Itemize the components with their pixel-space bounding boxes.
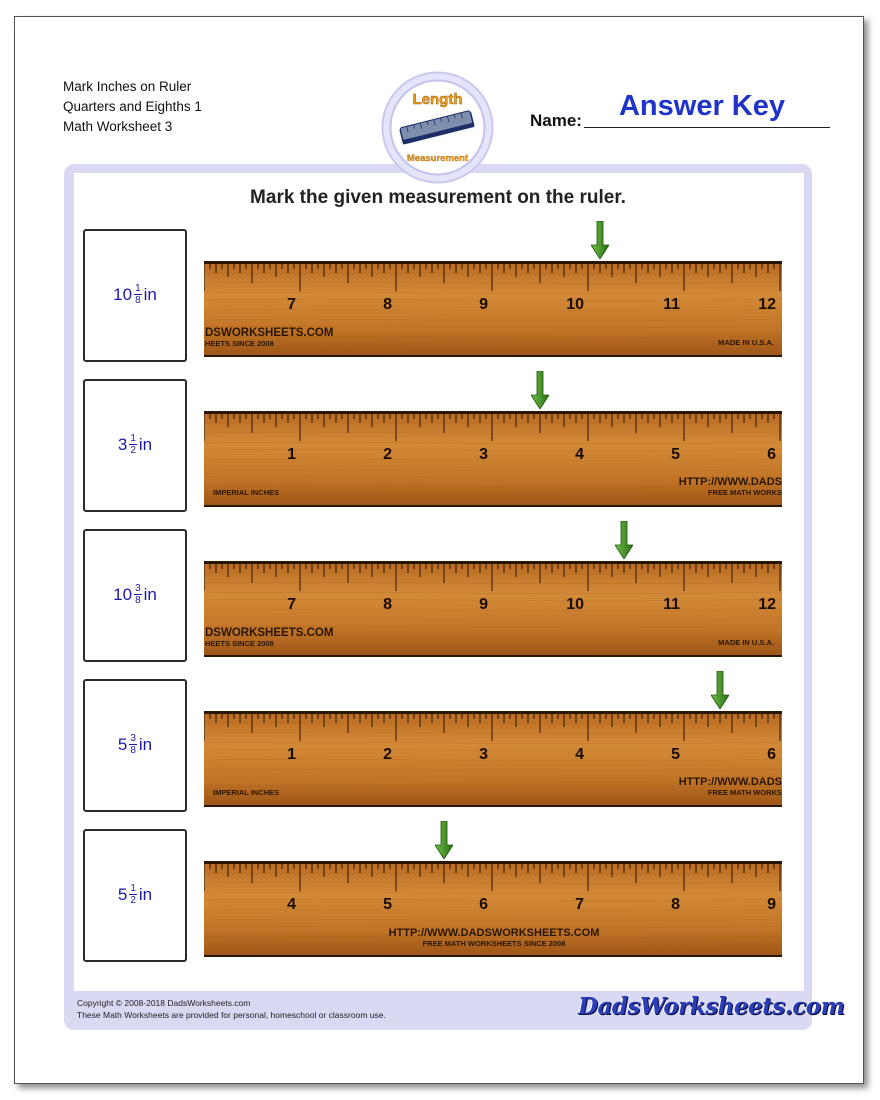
fraction-numerator: 3 <box>130 733 136 744</box>
fraction-numerator: 1 <box>130 433 136 444</box>
measurement-box <box>83 679 187 812</box>
ruler-imprint: IMPERIAL INCHES <box>213 488 280 497</box>
mixed-number <box>85 883 185 906</box>
ruler-number: 11 <box>663 596 680 613</box>
copyright-text: Copyright © 2008-2018 DadsWorksheets.com <box>77 998 251 1008</box>
wooden-ruler <box>204 711 782 807</box>
mixed-number <box>85 433 185 456</box>
ruler <box>204 711 782 807</box>
measurement-box <box>83 379 187 512</box>
unit-label: in <box>143 284 157 304</box>
ruler-number: 4 <box>575 446 584 463</box>
ruler-number: 6 <box>767 746 776 763</box>
worksheet-title <box>63 77 202 137</box>
answer-arrow-icon <box>711 671 729 709</box>
ruler-number: 9 <box>479 296 488 313</box>
ruler-imprint: HTTP://WWW.DADS <box>678 476 782 488</box>
unit-label: in <box>138 434 153 454</box>
ruler-number: 1 <box>287 746 296 763</box>
mixed-number <box>85 583 185 606</box>
mixed-number <box>85 733 185 756</box>
whole-number: 5 <box>117 884 128 904</box>
usage-notice: These Math Worksheets are provided for personal, homeschool or classroom use. <box>77 1010 386 1020</box>
ruler-number: 8 <box>383 296 392 313</box>
fraction <box>129 433 137 456</box>
ruler-number: 10 <box>566 296 584 313</box>
title-line-2: Quarters and Eighths 1 <box>63 99 202 114</box>
title-line-3: Math Worksheet 3 <box>63 119 173 134</box>
length-measurement-logo <box>380 70 495 185</box>
wooden-ruler <box>204 411 782 507</box>
measurement-box <box>83 229 187 362</box>
title-line-1: Mark Inches on Ruler <box>63 79 192 94</box>
ruler-number: 2 <box>383 446 392 463</box>
ruler-number: 8 <box>383 596 392 613</box>
ruler-number: 7 <box>575 896 584 913</box>
fraction-numerator: 3 <box>135 583 141 594</box>
logo-top-text: Length <box>412 91 463 108</box>
wooden-ruler <box>204 561 782 657</box>
ruler-number: 7 <box>287 596 296 613</box>
unit-label: in <box>138 734 153 754</box>
dadsworksheets-brand-logo: DadsWorksheets.com <box>578 993 845 1020</box>
ruler-number: 9 <box>767 896 776 913</box>
instructions: Mark the given measurement on the ruler. <box>250 187 626 208</box>
fraction-numerator: 1 <box>135 283 141 294</box>
whole-number: 5 <box>117 734 128 754</box>
fraction <box>129 883 137 906</box>
answer-arrow-icon <box>591 221 609 259</box>
ruler-number: 5 <box>671 746 680 763</box>
ruler-number: 9 <box>479 596 488 613</box>
ruler-imprint: FREE MATH WORKSHEETS SINCE 2008 <box>422 939 566 948</box>
ruler-imprint: IMPERIAL INCHES <box>213 788 280 797</box>
measurement-box <box>83 529 187 662</box>
name-line <box>584 127 830 128</box>
ruler-number: 12 <box>758 296 776 313</box>
ruler-number: 6 <box>767 446 776 463</box>
ruler-number: 11 <box>663 296 680 313</box>
ruler <box>204 411 782 507</box>
answer-arrow-icon <box>531 371 549 409</box>
ruler-number: 4 <box>575 746 584 763</box>
fraction-denominator: 2 <box>130 445 136 456</box>
fraction <box>129 733 137 756</box>
ruler-number: 2 <box>383 746 392 763</box>
ruler-imprint: DSWORKSHEETS.COM <box>205 327 334 339</box>
unit-label: in <box>138 884 153 904</box>
unit-label: in <box>143 584 157 604</box>
fraction-denominator: 8 <box>135 295 141 306</box>
ruler-number: 1 <box>287 446 296 463</box>
footer <box>77 997 386 1021</box>
ruler-imprint: FREE MATH WORKS <box>707 488 782 497</box>
ruler-number: 3 <box>479 746 488 763</box>
wooden-ruler <box>204 861 782 957</box>
mixed-number <box>85 283 185 306</box>
whole-number: 10 <box>113 584 133 604</box>
ruler-imprint: HEETS SINCE 2008 <box>205 339 274 348</box>
fraction <box>134 283 142 306</box>
ruler-imprint: FREE MATH WORKS <box>707 788 782 797</box>
ruler-number: 10 <box>566 596 584 613</box>
answer-arrow-icon <box>615 521 633 559</box>
ruler-imprint: MADE IN U.S.A. <box>718 338 774 347</box>
ruler-imprint: HTTP://WWW.DADS <box>678 776 782 788</box>
fraction-numerator: 1 <box>130 883 136 894</box>
ruler <box>204 561 782 657</box>
name-label: Name: <box>530 111 582 130</box>
ruler-imprint: HEETS SINCE 2008 <box>205 639 274 648</box>
ruler-imprint: MADE IN U.S.A. <box>718 638 774 647</box>
fraction-denominator: 8 <box>130 745 136 756</box>
ruler-number: 4 <box>287 896 296 913</box>
fraction-denominator: 8 <box>135 595 141 606</box>
ruler-number: 6 <box>479 896 488 913</box>
ruler-number: 3 <box>479 446 488 463</box>
whole-number: 3 <box>117 434 128 454</box>
ruler-number: 8 <box>671 896 680 913</box>
answer-arrow-icon <box>435 821 453 859</box>
ruler-number: 5 <box>383 896 392 913</box>
ruler-imprint: DSWORKSHEETS.COM <box>205 627 334 639</box>
ruler-number: 5 <box>671 446 680 463</box>
wooden-ruler <box>204 261 782 357</box>
ruler <box>204 261 782 357</box>
ruler-number: 7 <box>287 296 296 313</box>
ruler <box>204 861 782 957</box>
measurement-box <box>83 829 187 962</box>
answer-key: Answer Key <box>618 90 785 122</box>
ruler-number: 12 <box>758 596 776 613</box>
logo-bottom-text: Measurement <box>406 153 469 164</box>
fraction <box>134 583 142 606</box>
fraction-denominator: 2 <box>130 895 136 906</box>
ruler-imprint: HTTP://WWW.DADSWORKSHEETS.COM <box>388 927 600 939</box>
whole-number: 10 <box>113 284 133 304</box>
